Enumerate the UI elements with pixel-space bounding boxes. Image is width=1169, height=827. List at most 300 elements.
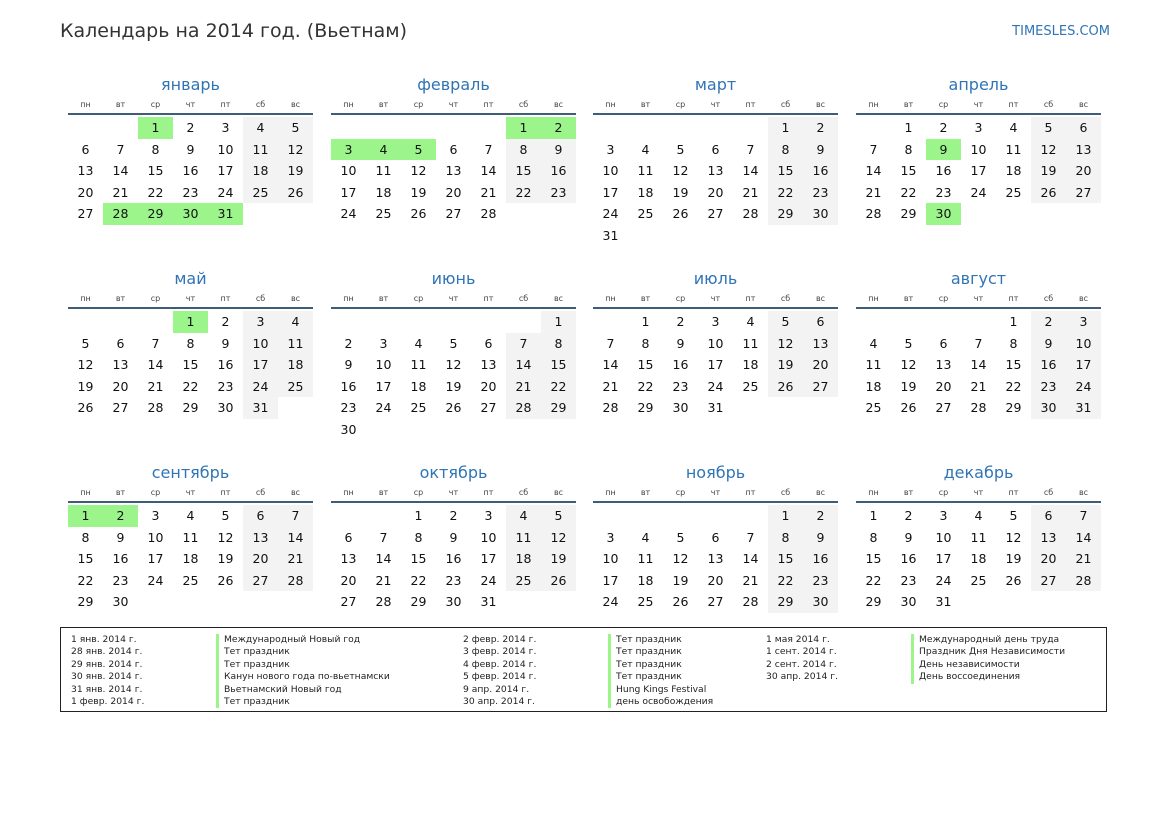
day-cell: 10 (340, 163, 357, 179)
day-cell: 22 (768, 570, 803, 592)
day-cell: 11 (410, 357, 427, 373)
day-cell: 5 (676, 529, 685, 545)
holiday-date: 1 мая 2014 г. (766, 634, 830, 645)
day-cell: 29 (768, 203, 803, 225)
weekday-label: вс (553, 488, 564, 497)
day-cell: 4 (506, 505, 541, 527)
month-block (331, 74, 576, 225)
day-cell: 5 (541, 505, 576, 527)
empty-cell (628, 117, 663, 139)
day-cell: 11 (637, 163, 654, 179)
day-cell: 2 (803, 117, 838, 139)
weekday-label: пт (1008, 488, 1019, 497)
day-cell: 14 (742, 163, 759, 179)
weekday-label: пт (220, 488, 231, 497)
empty-cell (401, 311, 436, 333)
weekday-label: ср (150, 100, 161, 109)
day-cell: 7 (1066, 505, 1101, 527)
day-cell: 9 (904, 529, 913, 545)
day-cell: 17 (217, 163, 234, 179)
day-cell: 12 (278, 139, 313, 161)
day-cell: 14 (865, 163, 882, 179)
day-cell: 8 (414, 529, 423, 545)
day-cell: 26 (672, 206, 689, 222)
weekday-label: пн (80, 294, 91, 303)
day-cell: 16 (182, 163, 199, 179)
day-cell: 10 (147, 529, 164, 545)
weekday-label: вт (378, 488, 389, 497)
holiday-name: Тет праздник (608, 671, 682, 683)
weekday-header (331, 290, 576, 309)
holiday-name: Вьетнамский Новый год (216, 684, 342, 696)
day-cell: 30 (445, 594, 462, 610)
day-cell: 11 (865, 357, 882, 373)
holiday-day-cell: 30 (926, 203, 961, 225)
day-cell: 13 (445, 163, 462, 179)
day-cell: 17 (340, 184, 357, 200)
empty-cell (366, 311, 401, 333)
holiday-day-cell: 30 (173, 203, 208, 225)
day-cell: 17 (243, 354, 278, 376)
day-cell: 23 (935, 184, 952, 200)
empty-cell (331, 505, 366, 527)
day-cell: 26 (1005, 572, 1022, 588)
weekday-label: чт (448, 294, 459, 303)
weekday-label: ср (938, 100, 949, 109)
holiday-date: 29 янв. 2014 г. (71, 658, 143, 670)
day-cell: 25 (410, 400, 427, 416)
month-block (593, 462, 838, 613)
weekday-label: вс (815, 488, 826, 497)
month-name: февраль (417, 75, 490, 94)
day-cell: 27 (803, 376, 838, 398)
day-cell: 27 (707, 594, 724, 610)
holiday-date: 4 февр. 2014 г. (463, 658, 537, 670)
weekday-label: вт (115, 294, 126, 303)
day-cell: 16 (340, 378, 357, 394)
day-cell: 22 (147, 184, 164, 200)
weekday-label: вт (903, 100, 914, 109)
holiday-day-cell: 2 (103, 505, 138, 527)
day-cell: 27 (480, 400, 497, 416)
day-cell: 29 (865, 594, 882, 610)
weekday-label: чт (973, 294, 984, 303)
day-cell: 26 (278, 182, 313, 204)
holiday-date: 28 янв. 2014 г. (71, 646, 143, 658)
day-cell: 24 (340, 206, 357, 222)
day-cell: 4 (414, 335, 423, 351)
weekday-label: сб (780, 294, 791, 303)
day-cell: 19 (900, 378, 917, 394)
day-cell: 24 (707, 378, 724, 394)
weekday-label: пт (1008, 294, 1019, 303)
day-cell: 2 (904, 508, 913, 523)
day-cell: 9 (803, 527, 838, 549)
day-cell: 13 (935, 357, 952, 373)
day-cell: 11 (1005, 141, 1022, 157)
weekday-label: сб (518, 488, 529, 497)
day-cell: 18 (1005, 163, 1022, 179)
weekday-header (68, 290, 313, 309)
month-block (68, 462, 313, 613)
day-cell: 12 (672, 163, 689, 179)
day-cell: 4 (1009, 120, 1018, 135)
weekday-header (593, 290, 838, 309)
day-cell: 11 (243, 139, 278, 161)
day-cell: 21 (865, 184, 882, 200)
day-cell: 4 (974, 508, 983, 523)
day-cell: 18 (865, 378, 882, 394)
holiday-legend (60, 627, 1107, 712)
day-cell: 9 (344, 357, 353, 373)
day-cell: 19 (541, 548, 576, 570)
day-cell: 27 (340, 594, 357, 610)
day-cell: 18 (970, 551, 987, 567)
weekday-label: пн (868, 488, 879, 497)
day-cell: 16 (803, 548, 838, 570)
day-cell: 15 (865, 551, 882, 567)
empty-cell (471, 311, 506, 333)
day-cell: 18 (506, 548, 541, 570)
day-cell: 28 (742, 206, 759, 222)
day-cell: 5 (676, 141, 685, 157)
day-cell: 12 (541, 527, 576, 549)
day-cell: 29 (1005, 400, 1022, 416)
day-cell: 10 (480, 529, 497, 545)
month-name: июль (693, 269, 738, 288)
day-cell: 23 (541, 182, 576, 204)
day-cell: 4 (641, 141, 650, 157)
weekday-label: сб (518, 294, 529, 303)
day-cell: 21 (506, 376, 541, 398)
day-cell: 27 (112, 400, 129, 416)
legend-row (766, 634, 1065, 646)
day-cell: 26 (445, 400, 462, 416)
day-cell: 10 (375, 357, 392, 373)
legend-row (71, 684, 390, 696)
day-cell: 29 (182, 400, 199, 416)
day-cell: 28 (742, 594, 759, 610)
day-cell: 6 (1066, 117, 1101, 139)
day-cell: 25 (182, 572, 199, 588)
holiday-date: 30 апр. 2014 г. (766, 671, 838, 683)
weekday-label: чт (448, 100, 459, 109)
day-cell: 18 (278, 354, 313, 376)
legend-row (463, 659, 713, 671)
day-cell: 3 (484, 508, 493, 523)
weekday-label: пт (483, 294, 494, 303)
day-cell: 26 (77, 400, 94, 416)
day-cell: 31 (935, 594, 952, 610)
day-cell: 31 (1066, 397, 1101, 419)
holiday-day-cell: 3 (331, 139, 366, 161)
month-name: август (950, 269, 1007, 288)
day-cell: 10 (243, 333, 278, 355)
day-cell: 5 (1009, 508, 1018, 523)
day-cell: 21 (970, 378, 987, 394)
day-cell: 24 (1066, 376, 1101, 398)
day-cell: 21 (480, 184, 497, 200)
day-cell: 17 (375, 378, 392, 394)
day-cell: 27 (77, 206, 94, 222)
day-cell: 6 (344, 529, 353, 545)
day-cell: 31 (602, 227, 619, 243)
day-cell: 18 (243, 160, 278, 182)
holiday-name: Тет праздник (608, 634, 682, 646)
weekday-label: чт (710, 294, 721, 303)
holiday-date: 5 февр. 2014 г. (463, 671, 537, 683)
day-cell: 8 (151, 141, 160, 157)
day-cell: 5 (278, 117, 313, 139)
day-cell: 25 (506, 570, 541, 592)
day-cell: 6 (1031, 505, 1066, 527)
weekday-label: вс (815, 294, 826, 303)
day-cell: 24 (935, 572, 952, 588)
day-cell: 24 (243, 376, 278, 398)
day-cell: 10 (217, 141, 234, 157)
weekday-label: ср (675, 488, 686, 497)
day-cell: 7 (974, 335, 983, 351)
weekday-label: пт (1008, 100, 1019, 109)
day-cell: 17 (602, 184, 619, 200)
day-cell: 20 (1031, 548, 1066, 570)
weekday-header (331, 484, 576, 503)
day-cell: 19 (410, 184, 427, 200)
weekday-label: сб (1043, 294, 1054, 303)
empty-cell (856, 117, 891, 139)
day-grid (331, 115, 576, 225)
day-cell: 21 (375, 572, 392, 588)
day-cell: 14 (375, 551, 392, 567)
holiday-date: 1 сент. 2014 г. (766, 646, 837, 658)
holiday-name: Международный Новый год (216, 634, 360, 646)
day-cell: 18 (182, 551, 199, 567)
weekday-label: пт (745, 294, 756, 303)
day-cell: 28 (602, 400, 619, 416)
month-name: сентябрь (151, 463, 230, 482)
day-cell: 15 (768, 548, 803, 570)
day-cell: 24 (480, 572, 497, 588)
day-cell: 6 (243, 505, 278, 527)
day-cell: 2 (676, 314, 685, 329)
day-cell: 7 (278, 505, 313, 527)
day-cell: 29 (410, 594, 427, 610)
day-cell: 7 (484, 141, 493, 157)
holiday-date: 2 февр. 2014 г. (463, 634, 537, 645)
day-cell: 23 (182, 184, 199, 200)
day-cell: 10 (602, 163, 619, 179)
day-cell: 21 (742, 184, 759, 200)
day-cell: 26 (541, 570, 576, 592)
day-cell: 22 (506, 182, 541, 204)
day-cell: 10 (1066, 333, 1101, 355)
day-cell: 24 (147, 572, 164, 588)
day-grid (593, 503, 838, 613)
weekday-label: чт (710, 100, 721, 109)
day-cell: 16 (935, 163, 952, 179)
day-cell: 31 (480, 594, 497, 610)
weekday-label: вс (1078, 100, 1089, 109)
weekday-label: ср (150, 488, 161, 497)
holiday-day-cell: 29 (138, 203, 173, 225)
day-cell: 26 (672, 594, 689, 610)
holiday-name: день освобождения (608, 696, 713, 708)
weekday-header (593, 96, 838, 115)
empty-cell (68, 311, 103, 333)
day-cell: 3 (1066, 311, 1101, 333)
weekday-label: вт (640, 488, 651, 497)
day-cell: 28 (278, 570, 313, 592)
day-cell: 29 (77, 594, 94, 610)
day-cell: 8 (904, 141, 913, 157)
day-cell: 20 (445, 184, 462, 200)
weekday-header (331, 96, 576, 115)
weekday-label: вс (553, 100, 564, 109)
weekday-label: пн (343, 488, 354, 497)
day-cell: 8 (506, 139, 541, 161)
day-cell: 2 (186, 120, 195, 135)
month-name: июнь (431, 269, 476, 288)
day-cell: 8 (1009, 335, 1018, 351)
day-cell: 14 (1066, 527, 1101, 549)
day-grid (68, 115, 313, 225)
day-cell: 13 (707, 551, 724, 567)
weekday-label: ср (675, 100, 686, 109)
day-cell: 7 (151, 335, 160, 351)
weekday-label: сб (255, 488, 266, 497)
day-cell: 8 (81, 529, 90, 545)
legend-row (463, 684, 713, 696)
holiday-name: Тет праздник (216, 696, 290, 708)
day-cell: 23 (340, 400, 357, 416)
day-grid (856, 503, 1101, 613)
day-cell: 31 (707, 400, 724, 416)
day-cell: 12 (217, 529, 234, 545)
day-cell: 25 (278, 376, 313, 398)
day-cell: 9 (221, 335, 230, 351)
weekday-label: пт (220, 294, 231, 303)
holiday-day-cell: 5 (401, 139, 436, 161)
day-cell: 23 (217, 378, 234, 394)
day-cell: 5 (1031, 117, 1066, 139)
day-cell: 9 (1031, 333, 1066, 355)
day-cell: 15 (506, 160, 541, 182)
day-cell: 19 (768, 354, 803, 376)
weekday-header (856, 484, 1101, 503)
holiday-date: 30 янв. 2014 г. (71, 671, 143, 683)
day-cell: 14 (480, 163, 497, 179)
day-cell: 23 (445, 572, 462, 588)
day-cell: 28 (1066, 570, 1101, 592)
weekday-label: вт (115, 488, 126, 497)
day-cell: 12 (1005, 529, 1022, 545)
day-cell: 28 (970, 400, 987, 416)
holiday-date: 30 апр. 2014 г. (463, 695, 535, 707)
empty-cell (68, 117, 103, 139)
day-cell: 5 (81, 335, 90, 351)
day-cell: 10 (602, 551, 619, 567)
day-cell: 7 (506, 333, 541, 355)
day-cell: 25 (375, 206, 392, 222)
holiday-day-cell: 1 (138, 117, 173, 139)
day-cell: 30 (112, 594, 129, 610)
holiday-name: Тет праздник (216, 646, 290, 658)
holiday-name: Hung Kings Festival (608, 684, 706, 696)
day-cell: 6 (711, 141, 720, 157)
day-cell: 19 (77, 378, 94, 394)
day-cell: 27 (445, 206, 462, 222)
day-cell: 22 (182, 378, 199, 394)
day-cell: 21 (1066, 548, 1101, 570)
weekday-label: пн (868, 294, 879, 303)
empty-cell (436, 311, 471, 333)
day-cell: 20 (935, 378, 952, 394)
day-cell: 7 (746, 141, 755, 157)
legend-row (463, 671, 713, 683)
weekday-label: ср (413, 294, 424, 303)
holiday-name: Праздник Дня Независимости (911, 646, 1065, 658)
day-cell: 20 (340, 572, 357, 588)
day-cell: 3 (379, 335, 388, 351)
weekday-label: сб (255, 294, 266, 303)
day-cell: 1 (641, 314, 650, 329)
day-cell: 30 (217, 400, 234, 416)
day-cell: 19 (217, 551, 234, 567)
legend-row (71, 646, 390, 658)
weekday-label: ср (150, 294, 161, 303)
day-cell: 15 (147, 163, 164, 179)
day-cell: 20 (112, 378, 129, 394)
day-cell: 28 (480, 206, 497, 222)
legend-row (463, 634, 713, 646)
empty-cell (103, 117, 138, 139)
day-cell: 14 (506, 354, 541, 376)
day-cell: 29 (768, 591, 803, 613)
empty-cell (331, 311, 366, 333)
day-cell: 19 (672, 572, 689, 588)
day-cell: 21 (278, 548, 313, 570)
weekday-label: сб (780, 100, 791, 109)
legend-row (71, 634, 390, 646)
day-grid (68, 503, 313, 613)
day-cell: 28 (375, 594, 392, 610)
day-grid (331, 309, 576, 441)
day-cell: 8 (768, 527, 803, 549)
day-cell: 12 (672, 551, 689, 567)
day-cell: 17 (970, 163, 987, 179)
weekday-label: сб (255, 100, 266, 109)
day-cell: 1 (541, 311, 576, 333)
weekday-label: сб (1043, 100, 1054, 109)
holiday-name: Канун нового года по-вьетнамски (216, 671, 390, 683)
site-link[interactable]: TIMESLES.COM (1012, 24, 1110, 39)
day-cell: 3 (606, 141, 615, 157)
day-cell: 6 (81, 141, 90, 157)
weekday-label: вс (290, 294, 301, 303)
day-cell: 23 (803, 570, 838, 592)
holiday-day-cell: 28 (103, 203, 138, 225)
weekday-label: вт (378, 100, 389, 109)
weekday-header (593, 484, 838, 503)
month-name: декабрь (943, 463, 1014, 482)
day-cell: 20 (243, 548, 278, 570)
day-cell: 16 (445, 551, 462, 567)
day-cell: 15 (900, 163, 917, 179)
legend-column (766, 634, 1065, 684)
holiday-name: День воссоединения (911, 671, 1020, 683)
day-cell: 13 (340, 551, 357, 567)
day-cell: 7 (606, 335, 615, 351)
